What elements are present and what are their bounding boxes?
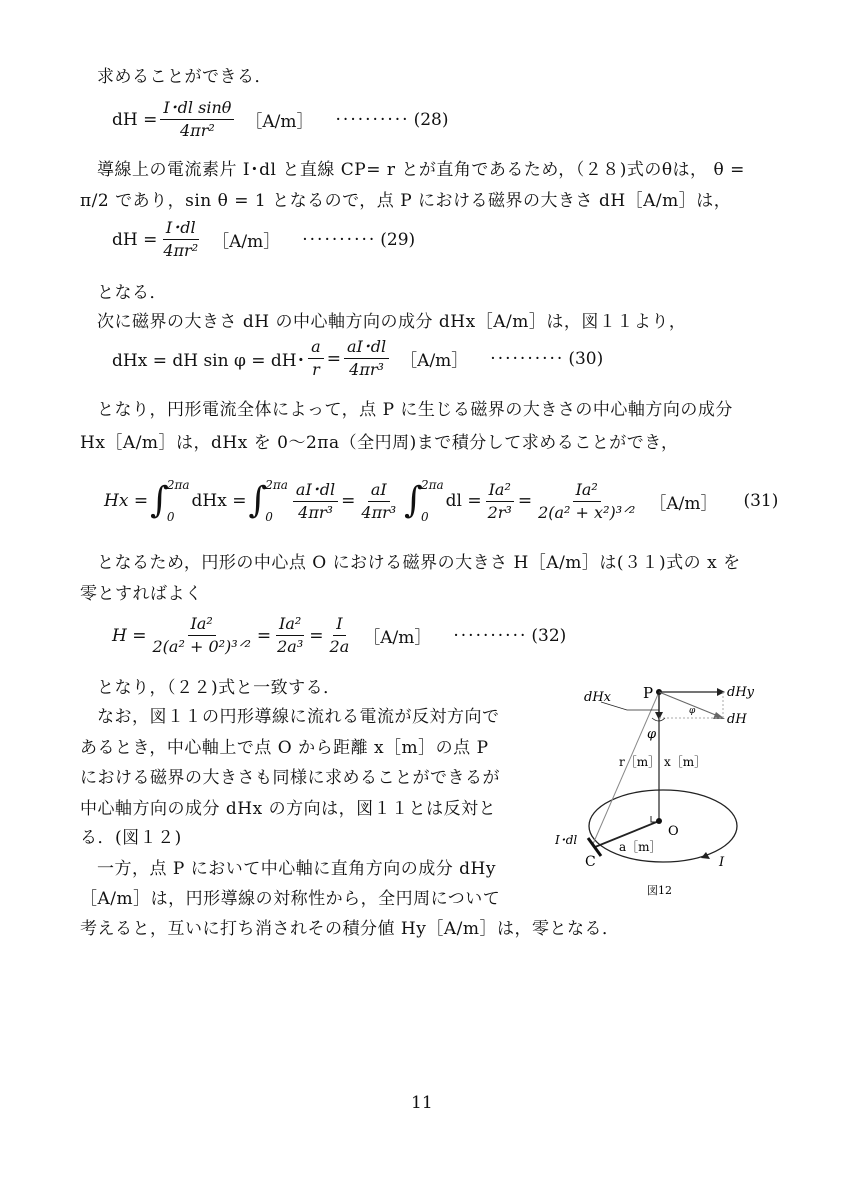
label-Idl: I･dl: [555, 833, 578, 847]
eq32-dots: ··········: [453, 625, 528, 646]
eq30-denominator-2: 4πr³: [349, 360, 384, 379]
text-line: 零とすればよく: [80, 584, 203, 604]
eq32-lhs: H =: [112, 625, 147, 646]
label-I: I: [719, 855, 725, 870]
eq28-unit: ［A/m］: [245, 112, 314, 132]
eq31-numerator-1: aI･dl: [293, 480, 338, 502]
eq28-number: (28): [413, 109, 449, 130]
label-dH: dH: [727, 712, 747, 727]
label-dHx: dHx: [584, 690, 611, 705]
eq31-integral-2: ∫ 2πa 0: [248, 478, 288, 524]
equation-30: [112, 337, 603, 380]
eq30-lhs: dHx = dH sin φ = dH･: [112, 351, 306, 371]
eq30-unit: ［A/m］: [400, 351, 469, 371]
eq32-fraction-2: [274, 614, 306, 657]
label-dHy: dHy: [727, 685, 755, 700]
eq31-fraction-1: [293, 480, 338, 523]
point-O: [656, 818, 662, 824]
text-line: 次に磁界の大きさ dH の中心軸方向の成分 dHx［A/m］は，図１１より，: [97, 312, 687, 332]
eq30-number: (30): [568, 348, 604, 369]
text-line: 一方，点 P において中心軸に直角方向の成分 dHy: [97, 859, 496, 879]
eq31-number: (31): [743, 491, 779, 511]
text-line: となり，（２２)式と一致する．: [97, 678, 341, 698]
label-phi-small: φ: [689, 706, 696, 716]
eq30-denominator-1: r: [312, 360, 320, 379]
eq31-term-2: dl =: [445, 491, 482, 511]
eq31-fraction-2: [358, 480, 399, 523]
label-x: x［m］: [664, 755, 707, 769]
eq32-numerator-1: Ia²: [188, 614, 216, 636]
label-O: O: [668, 824, 679, 839]
eq31-term-1: dHx =: [191, 491, 247, 511]
eq31-lhs: Hx =: [104, 491, 149, 511]
eq31-numerator-4: Ia²: [573, 480, 601, 502]
eq32-numerator-2: Ia²: [276, 614, 304, 636]
eq28-lhs: dH =: [112, 109, 158, 130]
eq31-denominator-1: 4πr³: [298, 502, 333, 522]
current-direction-arrow: [701, 852, 710, 859]
eq31-integral-1: ∫ 2πa 0: [150, 478, 190, 524]
text-line: 中心軸方向の成分 dHx の方向は，図１１とは反対と: [80, 799, 497, 819]
text-line: 求めることができる．: [97, 67, 272, 87]
label-phi: φ: [647, 727, 657, 742]
equation-32: H = $\frac{\text{Ia²}}{\text{2(a² + 0²)³ᐟ²}}$ = $\frac{\text{Ia²}}{\text{2a³}}$ = $\frac{I}{2a}$ ［A/m］ ·········· (32): [112, 614, 567, 656]
eq29-unit: ［A/m］: [212, 232, 281, 252]
eq29-numerator: I･dl: [163, 218, 199, 240]
label-r: r［m］: [619, 755, 661, 769]
eq29-fraction: [160, 218, 201, 261]
eq30-dots: ··········: [490, 348, 565, 369]
label-C: C: [585, 854, 596, 870]
text-line: る．(図１２): [80, 828, 182, 848]
eq28-numerator: I･dl sinθ: [160, 98, 234, 120]
eq31-fraction-3: [485, 480, 515, 523]
equation-29: [112, 218, 415, 261]
eq31-upper-1: 2πa: [166, 478, 190, 492]
eq29-lhs: dH =: [112, 229, 158, 250]
text-line: なお，図１１の円形導線に流れる電流が反対方向で: [97, 707, 500, 727]
eq30-fraction-1: [308, 337, 324, 380]
eq30-equals: =: [326, 348, 341, 369]
eq32-numerator-3: I: [333, 614, 345, 636]
page-number: 11: [411, 1093, 433, 1113]
eq31-upper-2: 2πa: [265, 478, 288, 492]
figure-caption: 図12: [647, 884, 672, 897]
text-line: π/2 であり，sin θ = 1 となるので，点 P における磁界の大きさ dH［A/m］は，: [80, 191, 732, 211]
eq29-number: (29): [380, 229, 416, 250]
circular-conductor: [589, 790, 737, 862]
label-P: P: [643, 684, 654, 702]
text-line: となり，円形電流全体によって，点 P に生じる磁界の大きさの中心軸方向の成分: [97, 400, 733, 420]
eq28-denominator: 4πr²: [180, 121, 215, 140]
text-line: 考えると，互いに打ち消されその積分値 Hy［A/m］は，零となる．: [80, 919, 620, 939]
eq31-lower-2: 0: [265, 510, 273, 524]
text-line: 導線上の電流素片 I･dl と直線 CP= r とが直角であるため，（２８)式のθは， θ =: [97, 160, 745, 180]
eq28-dots: ··········: [335, 109, 410, 130]
eq31-unit: ［A/m］: [649, 493, 718, 514]
eq30-fraction-2: [344, 337, 389, 380]
eq29-dots: ··········: [302, 229, 377, 250]
eq32-denominator-3: 2a: [329, 637, 350, 656]
text-line: となる．: [97, 283, 167, 303]
equation-28: [112, 98, 448, 141]
eq32-denominator-2: 2a³: [277, 637, 304, 656]
text-line: ［A/m］は，円形導線の対称性から，全円周について: [80, 889, 501, 909]
label-a: a［m］: [619, 840, 662, 854]
eq31-upper-3: 2πa: [420, 478, 444, 492]
eq31-lower-1: 0: [166, 510, 175, 524]
eq32-denominator-1: 2(a² + 0²)³ᐟ²: [152, 637, 251, 656]
eq30-numerator-1: a: [308, 337, 324, 359]
eq31-denominator-2: 4πr³: [361, 502, 397, 522]
eq31-integral-3: ∫ 2πa 0: [404, 478, 444, 524]
eq28-fraction: [160, 98, 234, 141]
text-line: となるため，円形の中心点 O における磁界の大きさ H［A/m］は(３１)式の x を: [97, 553, 741, 573]
text-line: あるとき，中心軸上で点 O から距離 x［m］の点 P: [80, 738, 489, 758]
eq32-number: (32): [531, 625, 567, 646]
eq31-lower-3: 0: [420, 510, 429, 524]
text-line: Hx［A/m］は，dHx を 0〜2πa（全円周)まで積分して求めることができ，: [80, 433, 679, 453]
eq32-unit: ［A/m］: [363, 628, 432, 648]
eq31-numerator-2: aI: [368, 480, 390, 502]
eq32-fraction-1: [149, 614, 253, 657]
text-line: における磁界の大きさも同様に求めることができるが: [80, 768, 500, 788]
eq31-denominator-3: 2r³: [487, 502, 512, 522]
eq31-fraction-4: [535, 480, 638, 523]
eq32-fraction-3: [327, 614, 353, 657]
equation-31: Hx = ∫ 2πa 0 dHx = ∫ 2πa 0 $\frac{aI･dl}{\text{4πr³}}$ = $\frac{aI}{\text{4πr³}}$ ∫ 2πa 0 dl = $\frac{\text{Ia²}}{\text{2r³}}$ = $\frac{\text{Ia²}}{\text{2(a² + x²)³ᐟ²}}$ ［A/m］ (31): [104, 478, 779, 524]
figure-12: [555, 676, 755, 906]
eq31-numerator-3: Ia²: [486, 480, 514, 502]
eq30-numerator-2: aI･dl: [344, 337, 389, 359]
eq29-denominator: 4πr²: [163, 241, 199, 260]
eq31-denominator-4: 2(a² + x²)³ᐟ²: [538, 502, 636, 522]
